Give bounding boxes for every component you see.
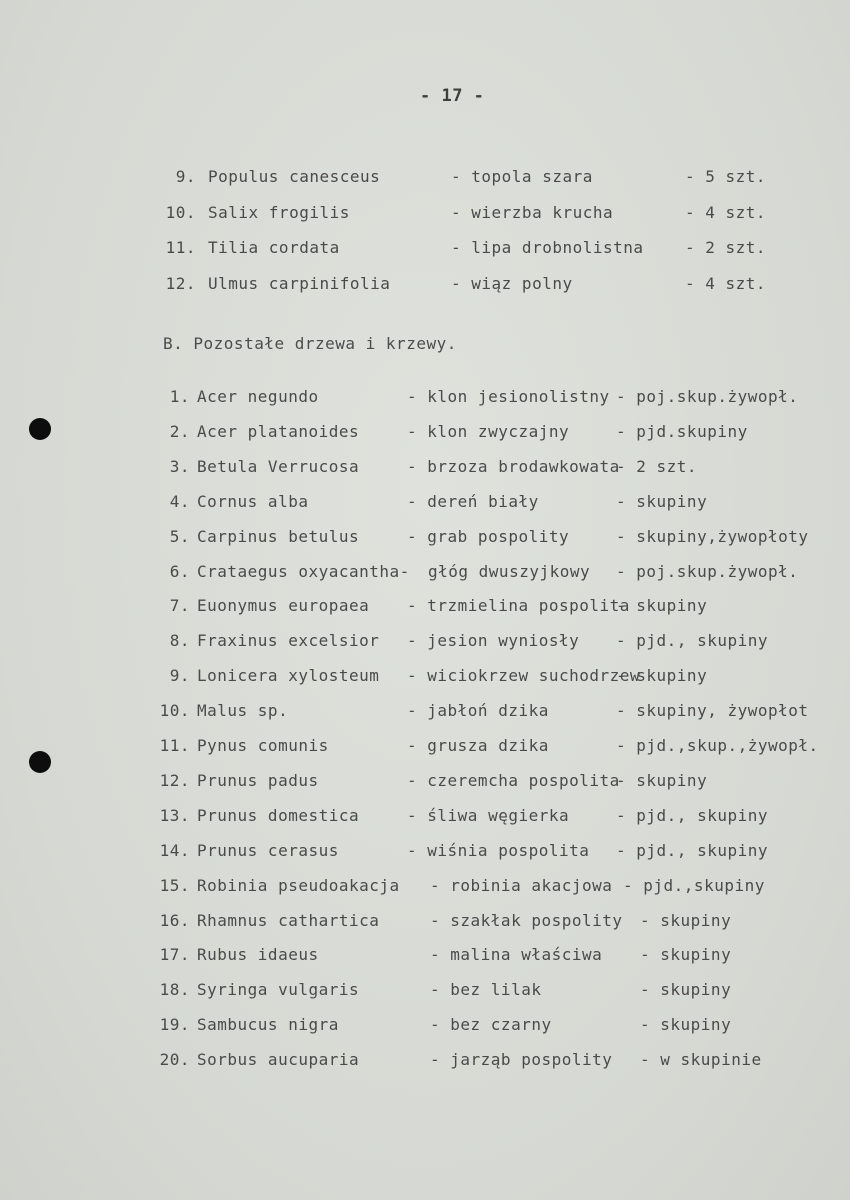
latin-name: Rhamnus cathartica bbox=[197, 910, 380, 930]
quantity: - 5 szt. bbox=[685, 167, 767, 186]
polish-name: - dereń biały bbox=[407, 491, 539, 511]
occurrence: - pjd., skupiny bbox=[616, 840, 768, 860]
occurrence: - skupiny,żywopłoty bbox=[616, 526, 809, 546]
occurrence: - pjd., skupiny bbox=[616, 631, 768, 651]
item-number: 12. bbox=[165, 273, 196, 293]
latin-name: Ulmus carpinifolia bbox=[208, 273, 391, 293]
latin-name: Pynus comunis bbox=[197, 736, 329, 755]
latin-name: Malus sp. bbox=[197, 701, 289, 721]
punch-hole-bottom bbox=[29, 751, 51, 773]
latin-name: Euonymus europaea bbox=[197, 596, 370, 616]
section-heading: B. Pozostałe drzewa i krzewy. bbox=[163, 334, 457, 353]
occurrence: - skupiny bbox=[616, 491, 708, 511]
occurrence: - skupiny bbox=[640, 910, 732, 930]
latin-name: Sorbus aucuparia bbox=[197, 1050, 360, 1070]
latin-name: Prunus domestica bbox=[197, 805, 360, 825]
occurrence: - skupiny bbox=[640, 1015, 732, 1035]
latin-name: Rubus idaeus bbox=[197, 945, 319, 965]
polish-name: - grusza dzika bbox=[407, 736, 549, 755]
polish-name: - wierzba krucha bbox=[451, 202, 614, 222]
polish-name: - jarząb pospolity bbox=[430, 1050, 613, 1070]
item-number: 15. bbox=[159, 875, 190, 895]
latin-name: Acer negundo bbox=[197, 387, 319, 406]
latin-name: Prunus cerasus bbox=[197, 840, 339, 860]
occurrence: - skupiny bbox=[640, 980, 732, 1000]
item-number: 9. bbox=[169, 666, 190, 686]
item-number: 12. bbox=[159, 770, 190, 790]
occurrence: - skupiny, żywopłot bbox=[616, 701, 809, 721]
polish-name: - brzoza brodawkowata bbox=[407, 456, 620, 476]
latin-name: Populus canesceus bbox=[208, 167, 381, 186]
latin-name: Lonicera xylosteum bbox=[197, 666, 380, 686]
item-number: 7. bbox=[169, 596, 190, 616]
item-number: 8. bbox=[169, 631, 190, 651]
polish-name: - szakłak pospolity bbox=[430, 910, 623, 930]
item-number: 10. bbox=[165, 202, 196, 222]
latin-name: Betula Verrucosa bbox=[197, 456, 360, 476]
item-number: 11. bbox=[165, 238, 196, 257]
page-number: - 17 - bbox=[420, 86, 485, 106]
item-number: 16. bbox=[159, 910, 190, 930]
quantity: - 4 szt. bbox=[685, 273, 767, 293]
occurrence: - poj.skup.żywopł. bbox=[616, 561, 799, 581]
polish-name: - topola szara bbox=[451, 167, 593, 186]
item-number: 10. bbox=[159, 701, 190, 721]
item-number: 17. bbox=[159, 945, 190, 965]
item-number: 20. bbox=[159, 1050, 190, 1070]
polish-name: - śliwa węgierka bbox=[407, 805, 570, 825]
item-number: 9. bbox=[175, 167, 196, 186]
quantity: - 4 szt. bbox=[685, 202, 767, 222]
polish-name: - jabłoń dzika bbox=[407, 701, 549, 721]
occurrence: - pjd.skupiny bbox=[616, 421, 748, 441]
polish-name: - bez czarny bbox=[430, 1015, 552, 1035]
occurrence: - poj.skup.żywopł. bbox=[616, 387, 799, 406]
item-number: 5. bbox=[169, 526, 190, 546]
latin-name: Sambucus nigra bbox=[197, 1015, 339, 1035]
occurrence: - w skupinie bbox=[640, 1050, 762, 1070]
quantity: - 2 szt. bbox=[685, 238, 767, 257]
occurrence: - skupiny bbox=[616, 666, 708, 686]
occurrence: - pjd., skupiny bbox=[616, 805, 768, 825]
polish-name: - wiąz polny bbox=[451, 273, 573, 293]
latin-name: Fraxinus excelsior bbox=[197, 631, 380, 651]
occurrence: - skupiny bbox=[616, 770, 708, 790]
occurrence: - pjd.,skupiny bbox=[623, 875, 765, 895]
polish-name: - wiciokrzew suchodrzew bbox=[407, 666, 641, 686]
item-number: 2. bbox=[169, 421, 190, 441]
polish-name: - klon jesionolistny bbox=[407, 387, 610, 406]
item-number: 14. bbox=[159, 840, 190, 860]
polish-name: - trzmielina pospolita bbox=[407, 596, 630, 616]
item-number: 18. bbox=[159, 980, 190, 1000]
polish-name: głóg dwuszyjkowy bbox=[428, 561, 591, 581]
latin-name: Tilia cordata bbox=[208, 238, 340, 257]
latin-name: Cornus alba bbox=[197, 491, 309, 511]
item-number: 13. bbox=[159, 805, 190, 825]
occurrence: - skupiny bbox=[640, 945, 732, 965]
latin-name: Syringa vulgaris bbox=[197, 980, 360, 1000]
occurrence: - pjd.,skup.,żywopł. bbox=[616, 736, 819, 755]
occurrence: - 2 szt. bbox=[616, 456, 698, 476]
occurrence: - skupiny bbox=[616, 596, 708, 616]
latin-name: Acer platanoides bbox=[197, 421, 360, 441]
item-number: 19. bbox=[159, 1015, 190, 1035]
latin-name: Carpinus betulus bbox=[197, 526, 360, 546]
polish-name: - jesion wyniosły bbox=[407, 631, 580, 651]
polish-name: - grab pospolity bbox=[407, 526, 570, 546]
latin-name: Prunus padus bbox=[197, 770, 319, 790]
latin-name: Robinia pseudoakacja bbox=[197, 875, 400, 895]
latin-name: Salix frogilis bbox=[208, 202, 350, 222]
polish-name: - czeremcha pospolita bbox=[407, 770, 620, 790]
polish-name: - wiśnia pospolita bbox=[407, 840, 590, 860]
polish-name: - lipa drobnolistna bbox=[451, 238, 644, 257]
item-number: 11. bbox=[159, 736, 190, 755]
item-number: 1. bbox=[169, 387, 190, 406]
punch-hole-top bbox=[29, 418, 51, 440]
polish-name: - klon zwyczajny bbox=[407, 421, 570, 441]
latin-name: Crataegus oxyacantha- bbox=[197, 561, 410, 581]
item-number: 3. bbox=[169, 456, 190, 476]
polish-name: - malina właściwa bbox=[430, 945, 603, 965]
item-number: 4. bbox=[169, 491, 190, 511]
polish-name: - robinia akacjowa bbox=[430, 875, 613, 895]
item-number: 6. bbox=[169, 561, 190, 581]
polish-name: - bez lilak bbox=[430, 980, 542, 1000]
